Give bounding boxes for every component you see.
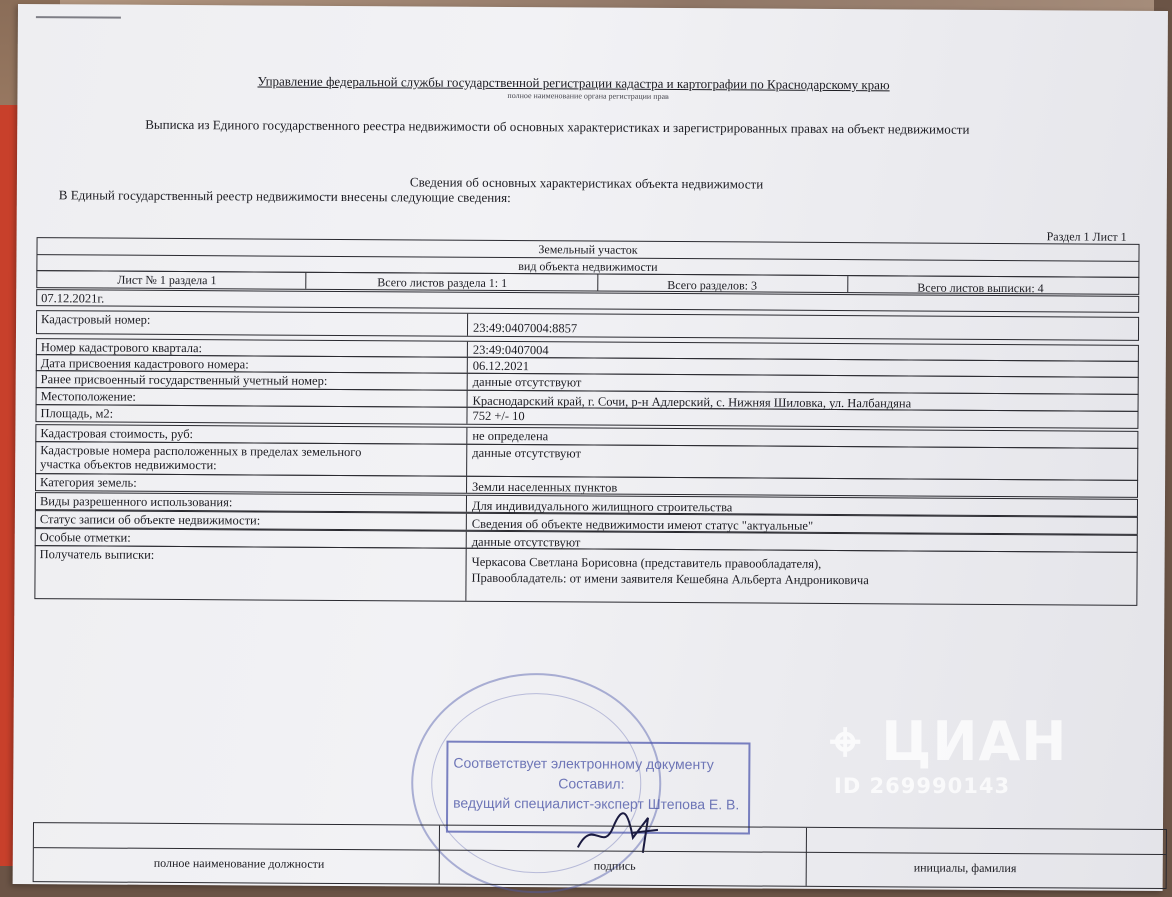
footer-signature-label: подпись bbox=[593, 858, 636, 873]
field-label: Получатель выписки: bbox=[39, 547, 155, 562]
total-sections: Всего разделов: 3 bbox=[667, 277, 758, 293]
cian-watermark bbox=[830, 710, 1068, 798]
field-label: Площадь, м2: bbox=[40, 406, 114, 421]
footer-position-label: полное наименование должности bbox=[153, 855, 325, 871]
field-row bbox=[36, 310, 1139, 341]
field-value: 752 +/- 10 bbox=[472, 408, 525, 424]
stamp-line-2: Составил: bbox=[558, 775, 625, 792]
staple-mark bbox=[36, 16, 121, 19]
listing-id: ID 269990143 bbox=[834, 774, 1011, 798]
field-label: Кадастровая стоимость, руб: bbox=[40, 426, 194, 442]
field-value: Сведения об объекте недвижимости имеют статус "актуальные" bbox=[471, 516, 814, 533]
field-label: Кадастровые номера расположенных в пределах земельного bbox=[40, 443, 362, 460]
pin-icon: ⌖ bbox=[830, 710, 862, 773]
field-value-continued: Правообладатель: от имени заявителя Кешебяна Альберта Андрониковича bbox=[471, 570, 869, 588]
extract-title: Выписка из Единого государственного реестра недвижимости об основных характеристиках и зарегистрированных правах на объект недвижимости bbox=[145, 116, 970, 137]
object-type: Земельный участок bbox=[538, 242, 638, 257]
field-value: данные отсутствуют bbox=[471, 534, 581, 550]
cian-logo-text: ЦИАН bbox=[881, 710, 1068, 773]
field-label: Особые отметки: bbox=[39, 530, 131, 545]
total-sheets-extract: Всего листов выписки: 4 bbox=[917, 280, 1044, 296]
intro-text: В Единый государственный реестр недвижимости внесены следующие сведения: bbox=[58, 187, 511, 206]
field-label: Местоположение: bbox=[40, 389, 136, 404]
section-reference: Раздел 1 Лист 1 bbox=[1046, 229, 1127, 244]
sheet-number: Лист № 1 раздела 1 bbox=[117, 272, 217, 288]
field-label: Статус записи об объекте недвижимости: bbox=[39, 512, 261, 528]
field-value: не определена bbox=[472, 428, 549, 444]
field-value: Краснодарский край, г. Сочи, р-н Адлерский, с. Нижняя Шиловка, ул. Налбандяна bbox=[472, 393, 912, 411]
object-type-caption: вид объекта недвижимости bbox=[518, 259, 658, 274]
field-label: Дата присвоения кадастрового номера: bbox=[40, 356, 249, 372]
section-heading: Сведения об основных характеристиках объекта недвижимости bbox=[409, 174, 764, 192]
field-label: Кадастровый номер: bbox=[41, 312, 151, 327]
field-label: Ранее присвоенный государственный учетный номер: bbox=[40, 372, 328, 388]
extract-date: 07.12.2021г. bbox=[41, 291, 105, 306]
authority-name: Управление федеральной службы государственной регистрации кадастра и картографии по Краснодарскому краю bbox=[257, 73, 890, 93]
field-value: данные отсутствуют bbox=[472, 445, 581, 461]
field-label: Номер кадастрового квартала: bbox=[40, 340, 203, 356]
field-value: данные отсутствуют bbox=[472, 374, 582, 390]
field-value: 23:49:0407004 bbox=[472, 342, 549, 358]
field-label: Категория земель: bbox=[40, 475, 137, 490]
field-row bbox=[34, 545, 1137, 606]
signature-table bbox=[33, 822, 1167, 889]
footer-name-label: инициалы, фамилия bbox=[913, 860, 1017, 876]
stamp-line-1: Соответствует электронному документу bbox=[453, 754, 714, 773]
field-value: 23:49:0407004:8857 bbox=[472, 320, 578, 336]
field-value: 06.12.2021 bbox=[472, 358, 530, 374]
field-value: Земли населенных пунктов bbox=[472, 479, 618, 495]
authority-caption: полное наименование органа регистрации прав bbox=[507, 90, 669, 101]
field-value: Для индивидуального жилищного строительства bbox=[471, 498, 733, 515]
field-value: Черкасова Светлана Борисовна (представитель правообладателя), bbox=[471, 554, 822, 571]
field-label-continued: участка объектов недвижимости: bbox=[40, 457, 217, 473]
cian-logo bbox=[830, 710, 1068, 774]
stamp-line-3: ведущий специалист-эксперт Штепова Е. В. bbox=[453, 794, 740, 813]
field-label: Виды разрешенного использования: bbox=[39, 494, 233, 510]
total-sheets-section: Всего листов раздела 1: 1 bbox=[377, 275, 508, 290]
